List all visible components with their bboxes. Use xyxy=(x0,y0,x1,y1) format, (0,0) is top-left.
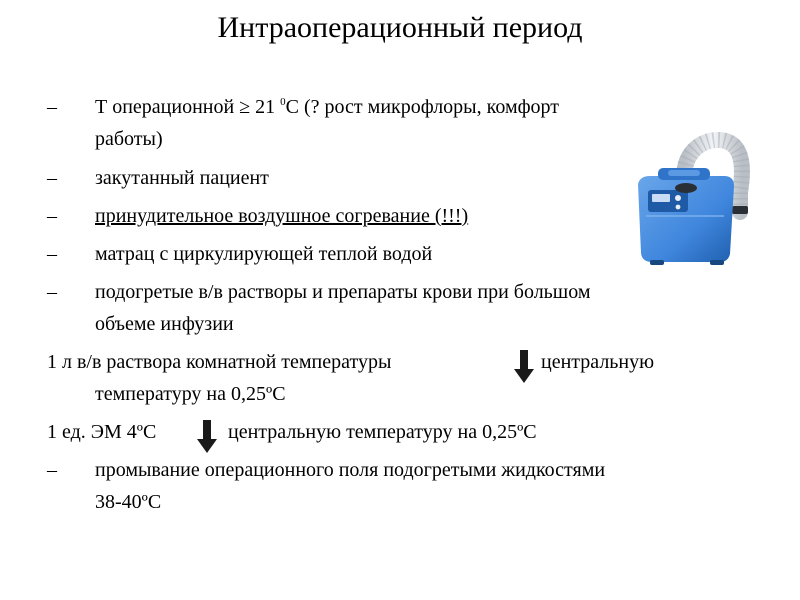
slide-title: Интраоперационный период xyxy=(217,11,583,44)
forced-air-warmer-image xyxy=(628,132,758,272)
bullet-warmed-solutions-line2: объеме инфузии xyxy=(95,313,234,335)
bullet-warmed-solutions-line1: подогретые в/в растворы и препараты крови при большом xyxy=(95,281,591,303)
bullet-water-mattress: матрац с циркулирующей теплой водой xyxy=(95,243,433,265)
bullet-dash: – xyxy=(47,459,57,481)
para-saline-line1a: 1 л в/в раствора комнатной температуры xyxy=(47,351,392,373)
para-rbc-text-a: 1 ед. ЭМ 4ºС xyxy=(47,421,157,443)
down-arrow-icon xyxy=(513,350,535,384)
para-saline-line2: температуру на 0,25ºС xyxy=(95,383,286,405)
bullet-irrigation-line2: 38-40ºС xyxy=(95,491,162,513)
bullet-dash: – xyxy=(47,96,57,118)
down-arrow-icon xyxy=(196,420,218,454)
bullet-irrigation-line1: промывание операционного поля подогретыми жидкостями xyxy=(95,459,606,481)
bullet-wrapped-patient: закутанный пациент xyxy=(95,167,269,189)
bullet-room-temp-line2: работы) xyxy=(95,128,163,150)
bullet-dash: – xyxy=(47,167,57,189)
bullet-room-temp-line1 xyxy=(95,94,559,121)
para-saline-line1b: центральную xyxy=(541,351,655,373)
bullet-room-temp-text-a: Т операционной ≥ 21 xyxy=(95,96,276,118)
degree-superscript: 0 xyxy=(280,96,286,108)
bullet-forced-air-warming: принудительное воздушное согревание (!!!) xyxy=(95,205,469,227)
bullet-dash: – xyxy=(47,281,57,303)
bullet-room-temp-text-b: С (? рост микрофлоры, комфорт xyxy=(285,96,560,118)
bullet-dash: – xyxy=(47,205,57,227)
para-rbc-text-b: центральную температуру на 0,25ºС xyxy=(228,421,537,443)
bullet-dash: – xyxy=(47,243,57,265)
